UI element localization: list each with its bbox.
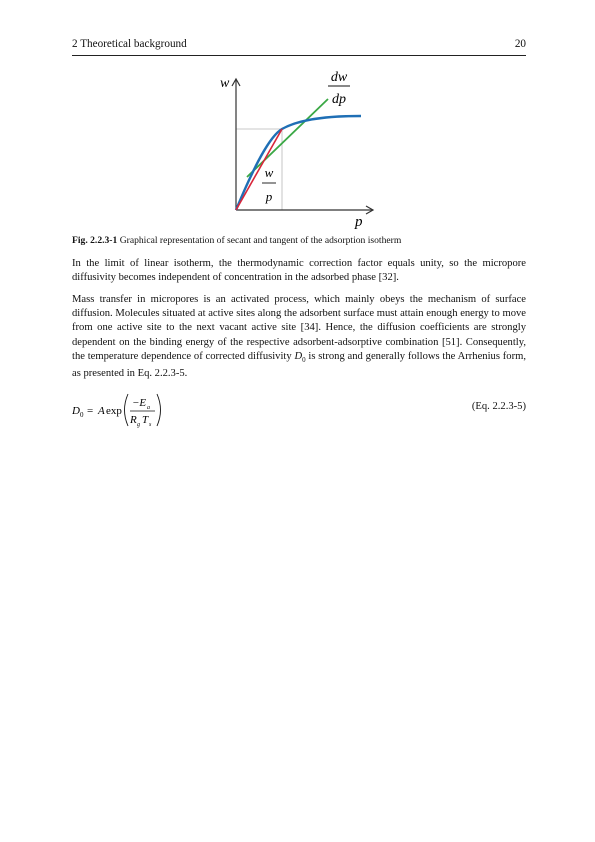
secant-label-numerator: w — [264, 165, 274, 180]
paragraph-mass-transfer — [72, 293, 526, 381]
eq-left-paren — [125, 394, 129, 426]
figure-caption-label: Fig. 2.2.3-1 — [72, 235, 118, 246]
figure-caption — [72, 235, 526, 247]
isotherm-curve — [236, 116, 361, 210]
secant-label-denominator: p — [265, 189, 273, 204]
eq-preexponential: A — [98, 405, 105, 417]
paragraph-mass-transfer-part1: Mass transfer in micropores is an activated process, which mainly obeys the mechanism of surface diffusion. Molecules situated at active sites along the adsorbent surface must attain enough energy to move from one active site to the next vacant active site [34]. Hence, the diffusion coefficients are strongly dependent on the binding energy of the respective adsorbent-adsorptive combination [51]. Consequently, the temperature dependence of corrected diffusivity — [72, 294, 526, 362]
eq-equals: = — [87, 405, 94, 417]
page-number: 20 — [514, 38, 526, 50]
inline-symbol-subscript: 0 — [302, 355, 306, 364]
arrhenius-formula — [72, 386, 192, 436]
running-header — [72, 37, 526, 51]
tangent-label-denominator: dp — [332, 92, 346, 107]
eq-right-paren — [157, 394, 161, 426]
x-axis-label: p — [355, 214, 363, 230]
paragraph-mass-transfer-part2: is strong and generally follows the Arrhenius form, as presented in Eq. 2.2.3-5. — [72, 350, 526, 380]
section-title: 2 Theoretical background — [72, 38, 187, 50]
secant-line — [236, 129, 282, 210]
eq-numerator: −E — [132, 397, 147, 409]
tangent-line — [247, 99, 328, 177]
arrhenius-equation — [72, 386, 526, 436]
figure-caption-text: Graphical representation of secant and tangent of the adsorption isotherm — [117, 235, 402, 246]
header-rule — [72, 55, 526, 56]
equation-number: (Eq. 2.2.3-5) — [471, 401, 526, 412]
eq-denominator-r: R — [130, 414, 137, 426]
eq-numerator-subscript: a — [147, 405, 150, 411]
eq-exp: exp — [106, 405, 122, 417]
tangent-label-numerator: dw — [330, 70, 348, 85]
eq-denominator-t: T — [142, 414, 149, 426]
eq-lhs: D — [72, 405, 80, 417]
eq-lhs-subscript: 0 — [80, 411, 84, 419]
inline-symbol-d: D — [294, 350, 303, 362]
eq-denominator-r-subscript: g — [137, 422, 140, 428]
y-axis-label: w — [220, 76, 230, 91]
eq-denominator-t-subscript: s — [149, 422, 152, 428]
paragraph-linear-isotherm: In the limit of linear isotherm, the thermodynamic correction factor equals unity, so the micropore diffusivity becomes independent of concentration in the adsorbed phase [32]. — [72, 258, 526, 284]
isotherm-figure — [195, 64, 395, 230]
